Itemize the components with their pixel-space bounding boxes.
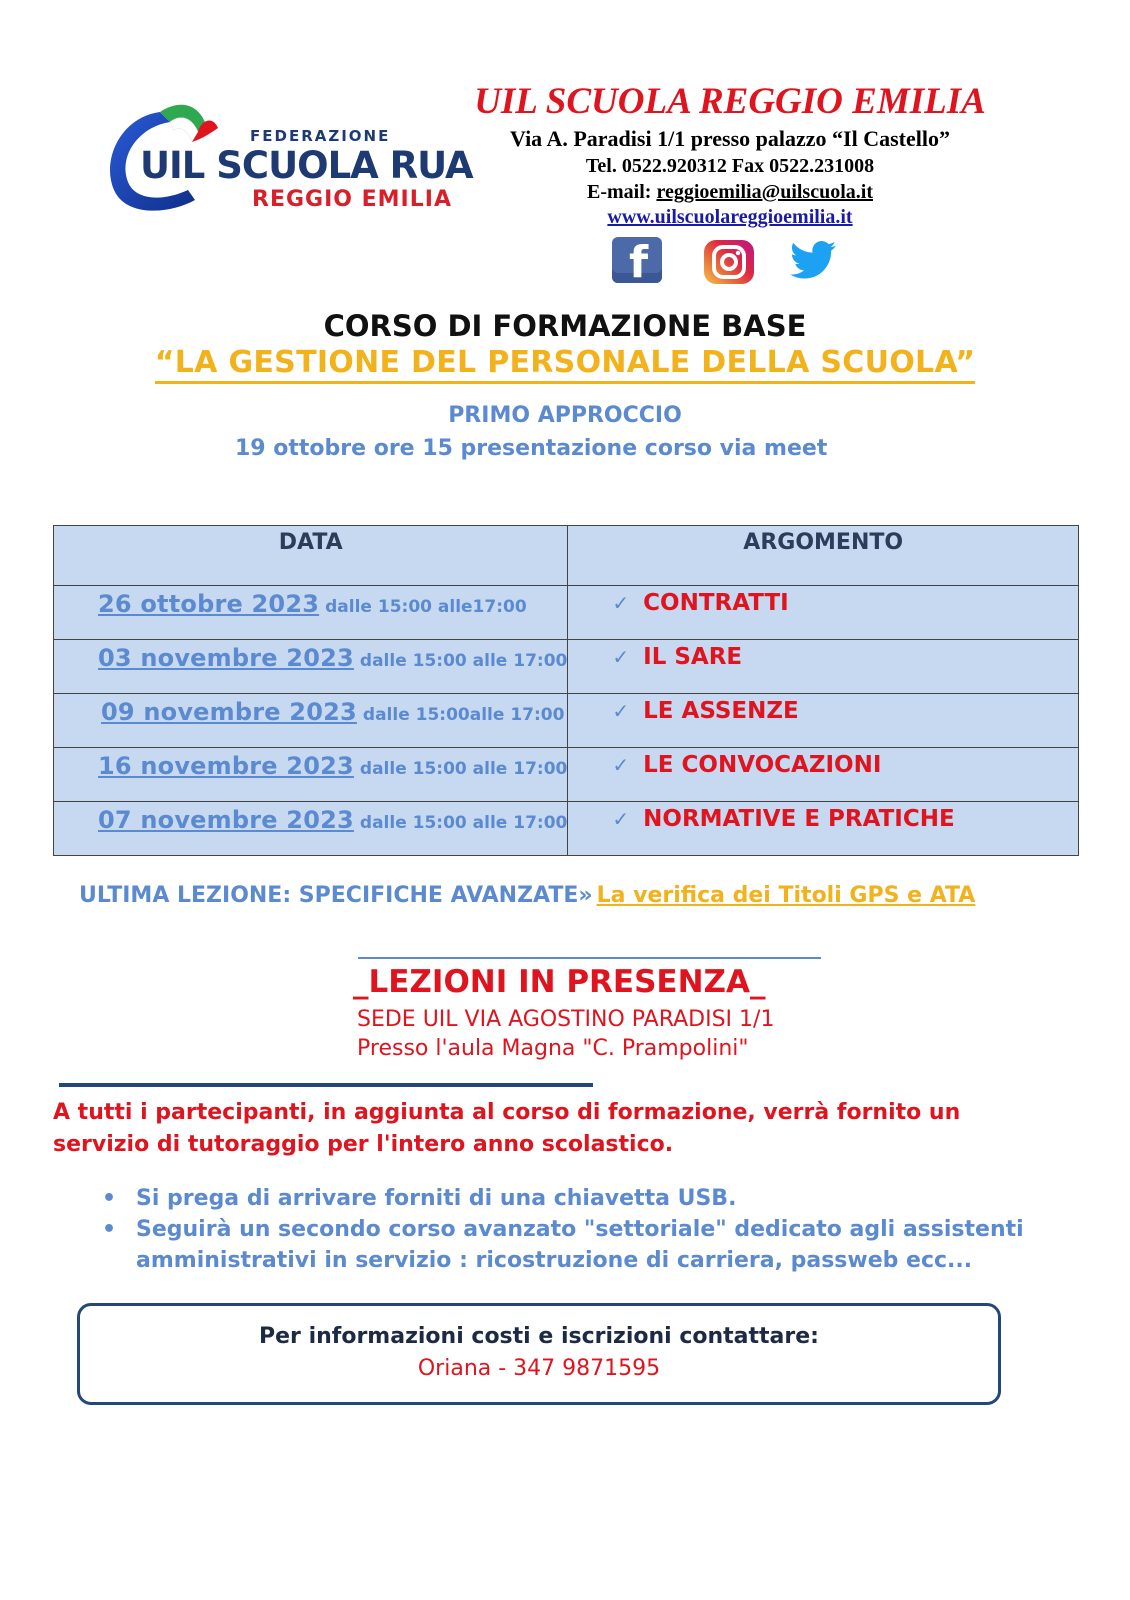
note-text: Si prega di arrivare forniti di una chiavetta USB.	[136, 1186, 737, 1211]
divider-line	[358, 957, 821, 959]
contact-title: Per informazioni costi e iscrizioni contattare:	[259, 1324, 819, 1349]
table-header-row	[54, 526, 1079, 586]
lesson-date[interactable]: 07 novembre 2023	[98, 806, 354, 834]
email-link[interactable]: reggioemilia@uilscuola.it	[656, 181, 873, 203]
email-line	[440, 181, 1020, 204]
column-header-data: DATA	[54, 526, 568, 586]
course-subtitle	[0, 345, 1130, 380]
bullet-icon: •	[102, 1217, 117, 1242]
lesson-time: dalle 15:00 alle 17:00	[359, 813, 568, 833]
lesson-topic: LE ASSENZE	[643, 698, 799, 724]
course-level: PRIMO APPROCCIO	[448, 403, 682, 428]
check-icon: ✓	[612, 645, 630, 669]
list-item	[100, 1183, 1030, 1214]
lesson-topic: NORMATIVE E PRATICHE	[643, 806, 955, 832]
presence-title: _LEZIONI IN PRESENZA_	[353, 964, 766, 1000]
presence-room: Presso l'aula Magna "C. Prampolini"	[357, 1036, 749, 1061]
lesson-topic: CONTRATTI	[643, 590, 789, 616]
schedule-table	[53, 525, 1079, 856]
uil-scuola-rua-logo	[100, 92, 473, 222]
phone-fax-line: Tel. 0522.920312 Fax 0522.231008	[585, 155, 875, 177]
divider-line	[59, 1083, 593, 1087]
course-title: CORSO DI FORMAZIONE BASE	[323, 309, 807, 343]
check-icon: ✓	[612, 699, 630, 723]
note-text: Seguirà un secondo corso avanzato "settoriale" dedicato agli assistenti amministrativi in servizio : ricostruzione di carriera, passweb ecc...	[136, 1217, 1024, 1273]
date-cell	[54, 802, 568, 856]
logo-name-text: UIL SCUOLA RUA	[140, 144, 473, 187]
lesson-time: dalle 15:00alle 17:00	[362, 705, 565, 725]
lesson-date[interactable]: 26 ottobre 2023	[98, 590, 320, 618]
logo-city-text: REGGIO EMILIA	[252, 187, 452, 212]
last-lesson-label: ULTIMA LEZIONE: SPECIFICHE AVANZATE»	[79, 883, 593, 908]
check-icon: ✓	[612, 807, 630, 831]
topic-cell	[568, 802, 1079, 856]
facebook-icon[interactable]: f	[612, 237, 662, 283]
contact-person[interactable]: Oriana - 347 9871595	[417, 1356, 661, 1381]
check-icon: ✓	[612, 591, 630, 615]
table-row	[54, 586, 1079, 640]
twitter-icon[interactable]	[786, 236, 840, 286]
logo-federazione-text: FEDERAZIONE	[250, 127, 391, 145]
bullet-icon: •	[102, 1186, 117, 1211]
table-row	[54, 694, 1079, 748]
topic-cell	[568, 640, 1079, 694]
course-subtitle-text: “LA GESTIONE DEL PERSONALE DELLA SCUOLA”	[155, 345, 976, 384]
topic-cell	[568, 694, 1079, 748]
organization-name: UIL SCUOLA REGGIO EMILIA	[474, 81, 986, 122]
topic-cell	[568, 586, 1079, 640]
lesson-topic: IL SARE	[643, 644, 743, 670]
website-link[interactable]: www.uilscuolareggioemilia.it	[607, 206, 853, 228]
last-lesson-topic[interactable]: La verifica dei Titoli GPS e ATA	[596, 883, 976, 908]
lesson-topic: LE CONVOCAZIONI	[643, 752, 882, 778]
presence-address: SEDE UIL VIA AGOSTINO PARADISI 1/1	[357, 1007, 775, 1032]
date-cell	[54, 748, 568, 802]
list-item	[100, 1214, 1030, 1276]
last-lesson	[79, 883, 975, 908]
contact-box	[77, 1303, 1001, 1405]
table-row	[54, 802, 1079, 856]
tutoring-notice: A tutti i partecipanti, in aggiunta al corso di formazione, verrà fornito un servizio di tutoraggio per l'intero anno scolastico.	[53, 1100, 961, 1157]
column-header-argomento: ARGOMENTO	[568, 526, 1079, 586]
lesson-date[interactable]: 16 novembre 2023	[98, 752, 354, 780]
address-line: Via A. Paradisi 1/1 presso palazzo “Il Castello”	[510, 126, 950, 151]
date-cell	[54, 586, 568, 640]
date-cell	[54, 694, 568, 748]
lesson-time: dalle 15:00 alle 17:00	[359, 759, 568, 779]
lesson-date[interactable]: 03 novembre 2023	[98, 644, 354, 672]
course-intro: 19 ottobre ore 15 presentazione corso via meet	[235, 436, 828, 461]
lesson-date[interactable]: 09 novembre 2023	[101, 698, 357, 726]
lesson-time: dalle 15:00 alle17:00	[325, 597, 527, 617]
notes-list	[100, 1183, 1030, 1276]
email-label: E-mail:	[587, 181, 657, 203]
table-row	[54, 748, 1079, 802]
check-icon: ✓	[612, 753, 630, 777]
instagram-icon[interactable]	[704, 240, 754, 284]
table-row	[54, 640, 1079, 694]
topic-cell	[568, 748, 1079, 802]
lesson-time: dalle 15:00 alle 17:00	[359, 651, 568, 671]
date-cell	[54, 640, 568, 694]
